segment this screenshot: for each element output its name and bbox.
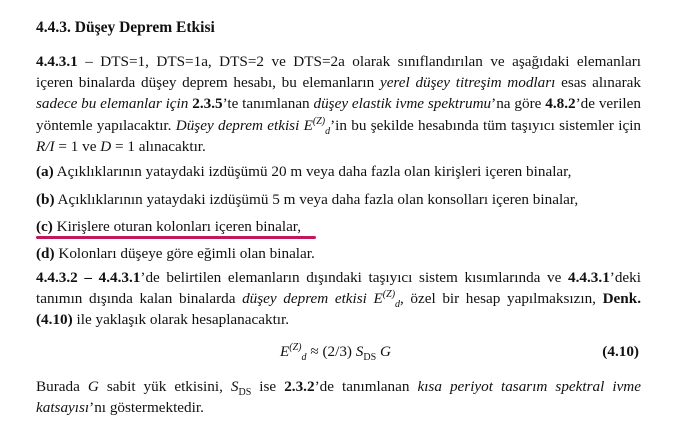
- clause-ref: 4.4.3.1: [36, 53, 78, 70]
- list-item-d: (d) Kolonları düşeye göre eğimli olan binalar.: [36, 245, 315, 262]
- equation-expression: $E^{(Z)}_d \approx (2/3)$ $S_{DS}$ G: [280, 341, 391, 364]
- symbol-ed: $E^{(Z)}_d$: [373, 289, 401, 311]
- paragraph-4-4-3-2: 4.4.3.2 – 4.4.3.1’de belirtilen elemanların dışındaki taşıyıcı sistem kısımlarında ve 4.4.3.1’deki tanımın dışında kalan binalarda düşey deprem etkisi $E^{(Z)}_d$, özel bir hesap yapılmaksızın, Denk.(4.10) ile yaklaşık olarak hesaplanacaktır.: [36, 269, 641, 329]
- equation-4-10: [36, 340, 641, 366]
- paragraph-4-4-3-1: 4.4.3.1 – DTS=1, DTS=1a, DTS=2 ve DTS=2a olarak sınıflandırılan ve aşağıdaki elemanları içeren binalarda düşey deprem hesabı, bu elemanların yerel düşey titreşim modları esas alınarak sadece bu elemanlar için 2.3.5’te tanımlanan düşey elastik ivme spektrumu’na göre 4.8.2’de verilen yöntemle yapılacaktır. Düşey deprem etkisi $E^{(Z)}_d’in$ bu şekilde hesabında tüm taşıyıcı sistemler için R/I = 1 ve D = 1 alınacaktır.: [36, 53, 642, 155]
- symbol-ed: $E^{(Z)}_d$: [303, 115, 331, 137]
- list-item-b: (b) Açıklıklarının yataydaki izdüşümü 5 m veya daha fazla olan konsolları içeren binalar,: [36, 191, 579, 208]
- paragraph-definitions: Burada G sabit yük etkisini, $S_{DS}$ ise 2.3.2’de tanımlanan kısa periyot tasarım spektral ivme katsayısı’nı göstermektedir.: [36, 378, 642, 417]
- highlight-underline: [36, 236, 316, 239]
- section-heading: 4.4.3. Düşey Deprem Etkisi: [36, 19, 215, 36]
- list-item-c: (c) Kirişlere oturan kolonları içeren binalar,: [36, 218, 302, 235]
- clause-ref: 4.4.3.2 – 4.4.3.1: [36, 269, 141, 286]
- list-item-a: (a) Açıklıklarının yataydaki izdüşümü 20 m veya daha fazla olan kirişleri içeren binalar,: [36, 163, 572, 180]
- equation-number: (4.10): [602, 343, 639, 360]
